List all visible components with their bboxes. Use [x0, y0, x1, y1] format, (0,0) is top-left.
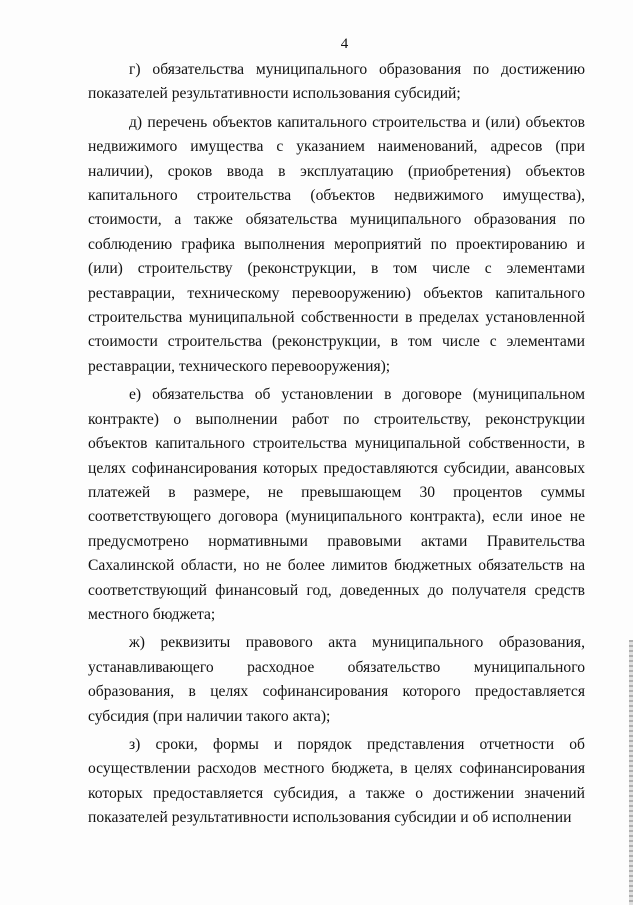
paragraph-zh: ж) реквизиты правового акта муниципального образования, устанавливающего расходное обязательство муниципального образования, в целях софинансирования которого предоставляется субсидия (при наличии такого акта); — [88, 634, 585, 725]
paragraph-e: е) обязательства об установлении в договоре (муниципальном контракте) о выполнении работ по строительству, реконструкции объектов капитального строительства муниципальной собственности, в целях софинансирования которых предоставляются субсидии, авансовых платежей в размере, не превышающем 30 процентов суммы соответствующего договора (муниципального контракта), если иное не предусмотрено нормативными правовыми актами Правительства Сахалинской области, но не более лимитов бюджетных обязательств на соответствующий финансовый год, доведенных до получателя средств местного бюджета; — [88, 386, 585, 623]
scan-edge-mark — [629, 640, 633, 905]
page-number: 4 — [340, 36, 349, 52]
document-body — [88, 58, 585, 835]
paragraph-g: г) обязательства муниципального образования по достижению показателей результативности использования субсидий; — [88, 61, 585, 103]
paragraph-d: д) перечень объектов капитального строительства и (или) объектов недвижимого имущества с указанием наименований, адресов (при наличии), сроков ввода в эксплуатацию (приобретения) объектов капитального строительства (объектов недвижимого имущества), стоимости, а также обязательства муниципального образования по соблюдению графика выполнения мероприятий по проектированию и (или) строительству (реконструкции, в том числе с элементами реставрации, техническому перевооружению) объектов капитального строительства муниципальной собственности в пределах установленной стоимости строительства (реконструкции, в том числе с элементами реставрации, технического перевооружения); — [88, 113, 585, 375]
paragraph-z: з) сроки, формы и порядок представления отчетности об осуществлении расходов местного бюджета, в целях софинансирования которых предоставляется субсидия, а также о достижении значений показателей результативности использования субсидии и об исполнении — [88, 735, 585, 827]
